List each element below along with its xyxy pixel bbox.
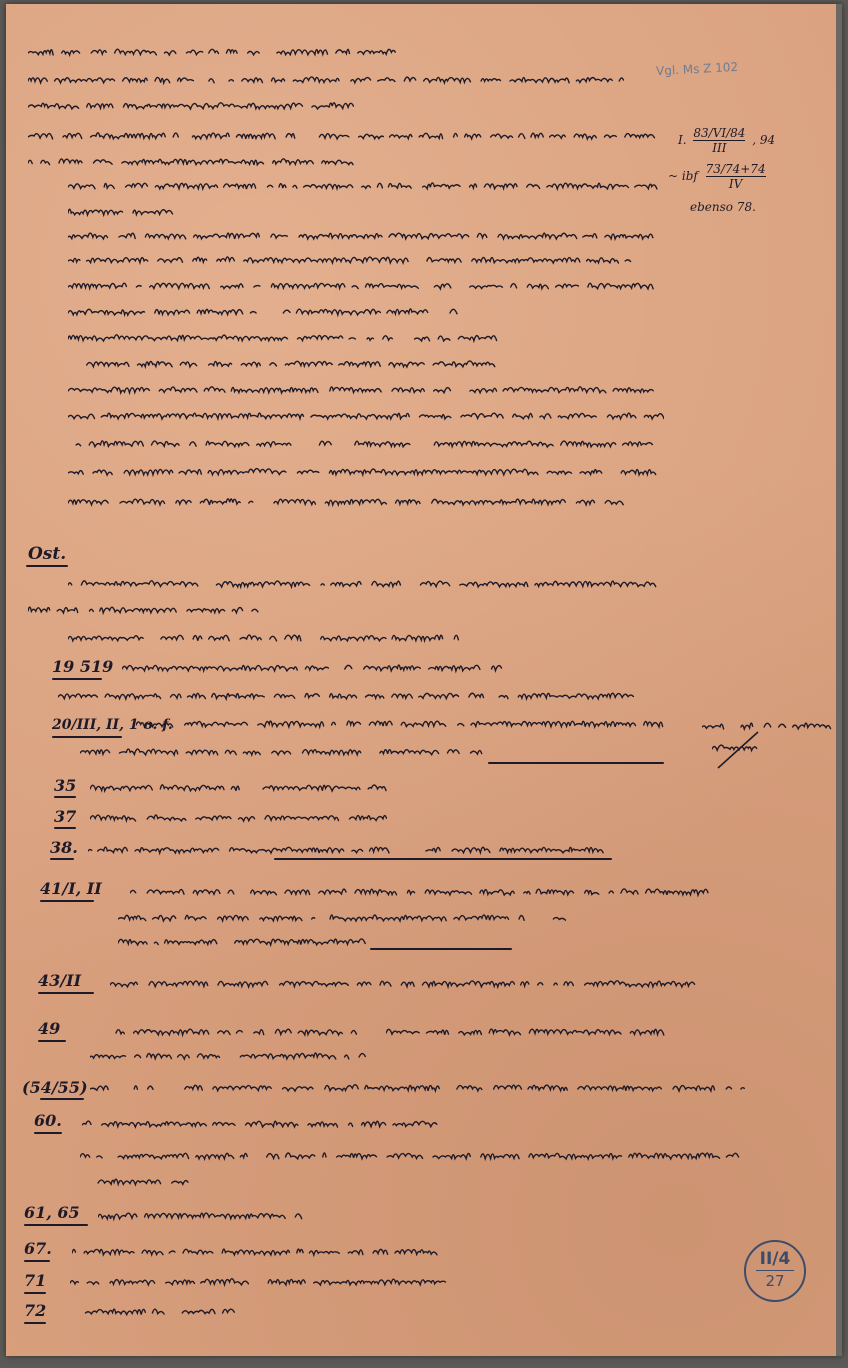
- handwritten-line: [68, 204, 188, 218]
- entry-number-41: 41/I, II: [40, 879, 102, 898]
- stamp-bottom: 27: [765, 1272, 785, 1290]
- entry-number-37: 37: [54, 807, 77, 826]
- entry-number-61-65: 61, 65: [24, 1203, 80, 1222]
- handwritten-line: [90, 1048, 370, 1062]
- handwritten-line: [90, 810, 390, 824]
- handwritten-line: [130, 884, 720, 898]
- handwritten-line: [68, 356, 498, 370]
- handwritten-line: [82, 1116, 442, 1130]
- handwritten-line: [68, 330, 498, 344]
- handwritten-line: [110, 976, 710, 990]
- handwritten-line: [122, 660, 502, 674]
- handwritten-line: [88, 842, 608, 856]
- pencil-reference: Vgl. Ms Z 102: [655, 59, 739, 79]
- entry-underline: [54, 827, 76, 829]
- margin-ref-1-bottom: III: [712, 141, 727, 155]
- handwritten-line: [90, 1080, 750, 1094]
- entry-underline: [50, 858, 74, 860]
- handwritten-line: [80, 1148, 740, 1162]
- handwritten-line: [118, 910, 566, 924]
- heading-underline: [26, 565, 68, 567]
- archive-stamp: [744, 1240, 806, 1302]
- margin-ref-2-top: 73/74+74: [705, 162, 766, 176]
- margin-ref-2-prefix: ~ ibf: [668, 169, 698, 183]
- handwritten-line: [28, 44, 408, 58]
- entry-number-72: 72: [24, 1301, 47, 1320]
- handwritten-line: [68, 228, 660, 242]
- entry-number-19: 19 519: [52, 657, 114, 676]
- entry-number-60: 60.: [34, 1111, 62, 1130]
- handwritten-line: [72, 1244, 442, 1258]
- entry-underline: [52, 678, 102, 680]
- handwritten-line: [68, 630, 462, 644]
- handwritten-line: [28, 602, 268, 616]
- entry-number-49: 49: [38, 1019, 61, 1038]
- margin-ref-1: [678, 126, 775, 155]
- margin-ref-2: [668, 162, 766, 191]
- margin-ref-1-suffix: , 94: [752, 133, 776, 147]
- entry-number-67: 67.: [24, 1239, 52, 1258]
- entry-number-54-55: (54/55): [22, 1078, 88, 1097]
- handwritten-line: [68, 436, 658, 450]
- page-edge: [836, 4, 842, 1356]
- entry-underline: [40, 1098, 84, 1100]
- entry-number-20: 20/III, II, 1 o. f.: [52, 717, 173, 733]
- handwritten-line: [68, 278, 658, 292]
- stamp-top: II/4: [759, 1249, 791, 1269]
- handwritten-line: [68, 304, 458, 318]
- manuscript-page: [6, 4, 842, 1356]
- entry-underline: [38, 1040, 66, 1042]
- entry-number-35: 35: [54, 776, 77, 795]
- handwritten-line: [68, 494, 624, 508]
- handwritten-line: [80, 744, 486, 758]
- handwritten-line: [90, 780, 390, 794]
- entry-underline: [40, 900, 94, 902]
- handwritten-line: [28, 154, 358, 168]
- handwritten-line: [28, 98, 368, 112]
- handwritten-line: [68, 252, 634, 266]
- handwritten-line: [118, 934, 368, 948]
- phrase-underline: [488, 762, 664, 764]
- handwritten-line: [68, 408, 664, 422]
- entry-underline: [24, 1260, 50, 1262]
- handwritten-line: [68, 576, 658, 590]
- handwritten-line: [386, 1024, 668, 1038]
- handwritten-line: [98, 1208, 304, 1222]
- margin-ref-1-prefix: I.: [678, 133, 687, 147]
- handwritten-line: [28, 72, 628, 86]
- section-heading: Ost.: [28, 544, 67, 564]
- handwritten-line: [110, 1024, 360, 1038]
- entry-number-43: 43/II: [38, 971, 82, 990]
- handwritten-line: [68, 382, 654, 396]
- handwritten-line: [70, 1274, 450, 1288]
- entry-number-38: 38.: [50, 838, 78, 857]
- stamp-divider: [756, 1270, 794, 1271]
- handwritten-line: [80, 1174, 190, 1188]
- margin-ref-3: ebenso 78.: [690, 200, 756, 214]
- handwritten-line: [68, 178, 658, 192]
- entry-underline: [24, 1224, 88, 1226]
- entry-underline: [54, 796, 76, 798]
- entry-underline: [34, 1132, 62, 1134]
- entry-underline: [24, 1322, 46, 1324]
- phrase-underline: [274, 858, 612, 860]
- handwritten-line: [28, 128, 658, 142]
- phrase-underline: [370, 948, 512, 950]
- handwritten-line: [68, 464, 658, 478]
- entry-underline: [24, 1292, 46, 1294]
- margin-ref-2-bottom: IV: [728, 177, 743, 191]
- entry-underline: [52, 736, 122, 738]
- margin-slash-note: [706, 724, 842, 774]
- handwritten-line: [70, 1304, 240, 1318]
- margin-ref-1-top: 83/VI/84: [693, 126, 746, 140]
- handwritten-line: [58, 688, 638, 702]
- entry-number-71: 71: [24, 1271, 47, 1290]
- entry-underline: [38, 992, 94, 994]
- handwritten-line: [136, 716, 666, 730]
